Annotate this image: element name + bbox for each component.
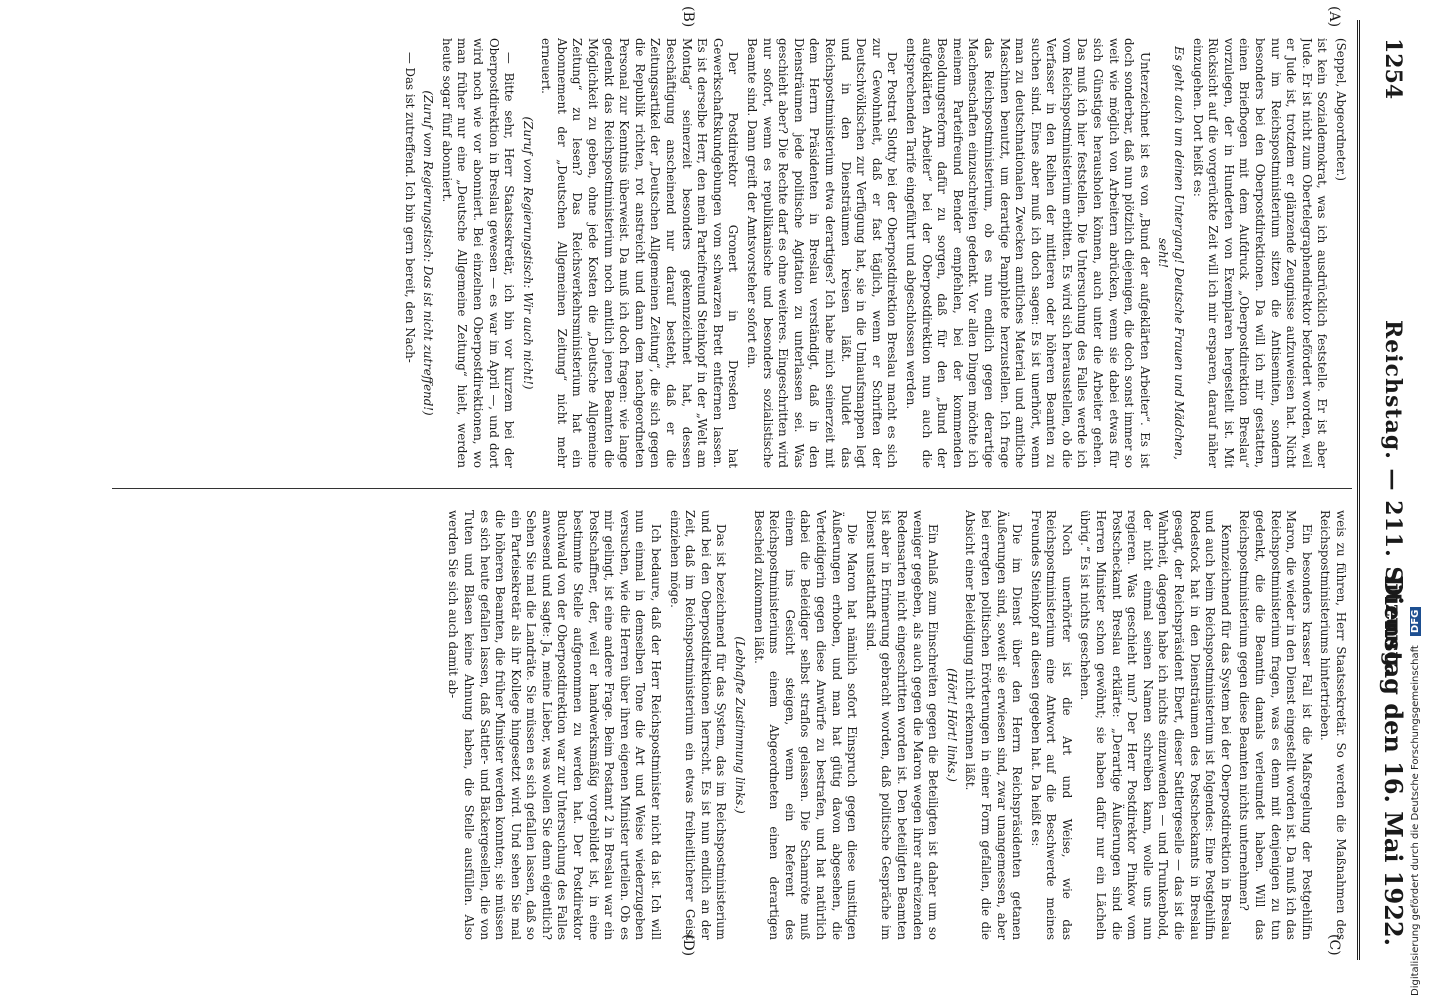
page-header <box>1357 20 1416 960</box>
speaker-line: (Seppel, Abgeordneter.) <box>1334 38 1348 181</box>
credit-text: Digitalisierung gefördert durch die Deutsche Forschungsgemeinschaft <box>1410 645 1421 996</box>
quote-paragraph: Ein Anlaß zum Einschreiten gegen die Beteiligten ist daher um so weniger gegeben, als auch gegen die Maron wegen ihrer aufreizenden Redensarten nicht eingeschritten worden ist. Den beteiligten Beamten ist aber in Erinnerung gebracht worden, daß politische Gespräche im Dienst unstatthaft sind. <box>863 510 941 940</box>
left-text-column <box>118 38 1348 468</box>
paragraph: Noch unerhörter ist die Art und Weise, wie das Reichspostministerium eine Antwort auf die Beschwerde meines Freundes Steinkopf an diesen gegeben hat. Da heißt es: <box>1028 510 1074 940</box>
paragraph: Ich bedaure, daß der Herr Reichspostminister nicht da ist. Ich will nun einmal in demselben Tone die Art und Weise wiederzugeben versuchen, wie die Herren über ihren eigenen Minister urteilen. Ob es mir gelingt, ist eine andere Frage. Beim Postamt 2 in Breslau war ein Postschaffner, der, weil er handwerksmäßig vorgebildet ist, in eine bestimmte Stelle aufgenommen zu werden hat. Der Postdirektor Buchwald von der Oberpostdirektion war zur Untersuchung des Falles anwesend und sagte: Ja, meine Lieber, was wollen Sie denn eigentlich? Sehen Sie mal die Landräte. Sie müssen es sich gefallen lassen, daß so ein Parteisekretär als ihr Kollege hingesetzt wird. Und sehen Sie mal die höheren Beamten, die früher Minister werden konnten; sie müssen es sich heute gefallen lassen, daß Sattler- und Bäckergesellen, die von Tuten und Blasen keine Ahnung haben, die Stelle ausfüllen. Also werden Sie sich auch damit ab- <box>446 510 664 940</box>
interjection: (Zuruf vom Regierungstisch: Das ist nicht zutreffend!) <box>421 90 436 416</box>
page-number: 1254 <box>1380 38 1406 100</box>
right-text-column <box>118 510 1348 940</box>
paragraph: Das ist bezeichnend für das System, das im Reichspostministerium und bei den Oberpostdirektionen herrscht. Es ist nun endlich an der Zeit, daß im Reichspostministerium ein etwas freiheitlicherer Geist einziehen möge. <box>667 510 729 940</box>
paragraph: — Bitte sehr, Herr Staatssekretär, ich bin vor kurzem bei der Oberpostdirektion in Breslau gewesen — es war im April —, und dort wird noch wie vor abonniert. Bei einzelnen Oberpostdirektionen, wo man früher nur eine „Deutsche Allgemeine Zeitung“ hielt, werden heute sogar fünf abonniert. <box>439 38 517 468</box>
interjection: (Lebhafte Zustimmung links.) <box>733 636 748 814</box>
paragraph: Kennzeichnend für das System bei der Oberpostdirektion in Breslau und auch beim Reichspostministerium ist folgendes: Eine Postgehilfin Rodestock hat in den Diensträumen des Postscheckamts in Breslau gesagt, der Reichspräsident Ebert, dieser Sattlergeselle — das ist die Wahrheit, dagegen habe ich nichts einzuwenden — und Trunkenbold, der nicht einmal seinen Namen schreiben kann, wolle uns nun regieren. Was geschieht nun? Der Herr Postdirektor Pinkow vom Postscheckamt Breslau erklärte: „Derartige Äußerungen sind die Herren Minister schon gewöhnt; sie haben dafür nur ein Lächeln übrig.“ Es ist nichts geschehen. <box>1078 510 1233 940</box>
paragraph: Ein besonders krasser Fall ist die Maßregelung der Postgehilfin Maron, die wieder in den Dienst eingestellt worden ist. Da muß ich das Reichspostministerium fragen, was es denn mit denjenigen zu tun gedenkt, die die Beamtin damals verleumdet haben. Will das Reichspostministerium gegen diese Beamten nichts unternehmen? <box>1237 510 1314 940</box>
margin-mark-b: (B) <box>680 6 696 28</box>
quote-paragraph: Es geht auch um deinen Untergang! Deutsche Frauen und Mädchen, seht! <box>1156 46 1187 460</box>
paragraph: Der Postrat Slotty bei der Oberpostdirektion Breslau macht es sich zur Gewohnheit, daß er fast täglich, wenn er Schriften der Deutschvölkischen zur Verfügung hat, sie in die Umlaufsmappen legt und in den Diensträumen kreisen läßt. Duldet das Reichspostministerium etwa derartiges? Ich habe mich seinerzeit mit dem Herrn Präsidenten in Breslau verständigt, daß in den Diensträumen jede politische Agitation zu unterlassen sei. Was geschieht aber? Die Rechte darf es ohne weiteres. Eingeschritten wird nur sofort, wenn es republikanische und besonders sozialistische Beamte sind. Dann greift der Amtsvorsteher sofort ein. <box>745 38 900 468</box>
column-divider <box>112 488 1352 489</box>
scanned-page <box>106 6 1416 960</box>
quote-paragraph: Die im Dienst über den Herrn Reichspräsidenten getanen Äußerungen sind, soweit sie erwiesen sind, zwar unangemessen, aber bei erregten politischen Erörterungen in einer Form gefallen, die die Absicht einer Beleidigung nicht erkennen läßt. <box>963 510 1025 940</box>
paragraph: Der Postdirektor Gronert in Dresden hat Gewerkschaftskundgebungen vom schwarzen Brett entfernen lassen. Es ist derselbe Herr, den mein Parteifreund Steinkopf in der „Welt am Montag“ seinerzeit besonders gekennzeichnet hat, dessen Beschäftigung anscheinend nur darauf besteht, daß er die Zeitungsartikel der „Deutschen Allgemeinen Zeitung“, die sich gegen die Republik richten, rot anstreicht und dann dem nachgeordneten Personal zur Kenntnis überweist. Da muß ich doch fragen: wie lange gedenkt das Reichspostministerium noch amtlich jenen Beamten die Möglichkeit zu geben, ohne jede Kosten die „Deutsche Allgemeine Zeitung“ zu lesen? Das Reichsverkehrsministerium hat ein Abonnement der „Deutschen Allgemeinen Zeitung“ nicht mehr erneuert. <box>539 38 741 468</box>
margin-mark-a: (A) <box>1326 6 1342 28</box>
paragraph: — Das ist zutreffend. Ich bin gern bereit, den Nach- <box>402 52 417 363</box>
session-date: Dienstag den 16. Mai 1922. <box>1379 575 1408 946</box>
margin-mark-d: (D) <box>680 934 696 957</box>
paragraph: ist kein Sozialdemokrat, was ich ausdrücklich feststelle. Er ist aber Jude. Er ist nicht zum Obertelegraphendirektor befördert worden, weil er Jude ist, trotzdem er glänzende Zeugnisse aufzuweisen hat. Nicht nur im Reichspostministerium sitzen die Antisemiten, sondern besonders bei den Oberpostdirektionen. Da will ich mir gestatten, einen Briefbogen mit dem Aufdruck „Oberpostdirektion Breslau“ vorzulegen, der in Hunderten von Exemplaren hergestellt ist. Mit Rücksicht auf die vorgerückte Zeit will ich mir ersparen, darauf näher einzugehen. Dort heißt es: <box>1190 38 1330 468</box>
digitization-credit <box>1410 6 1421 996</box>
margin-mark-c: (C) <box>1326 934 1342 956</box>
interjection: (Hört! Hört! links.) <box>944 668 959 782</box>
session-title: Reichstag. — 211. Sitzung. <box>1380 320 1406 677</box>
paragraph: Die Maron hat nämlich sofort Einspruch gegen diese unsittigen Äußerungen erhoben, und man hat gütig davon abgesehen, die Verteidigerin gegen diese Anwürfe zu bestrafen, und hat natürlich dabei die Beleidiger selbst straflos gelassen. Die Schamröte muß einem ins Gesicht steigen, wenn ein Referent des Reichspostministeriums einem Abgeordneten einen derartigen Bescheid zukommen läßt. <box>751 510 860 940</box>
paragraph: Unterzeichnet ist es von „Bund der aufgeklärten Arbeiter“. Es ist doch sonderbar, daß nun plötzlich diejenigen, die doch sonst immer so weit wie möglich von Arbeitern abrücken, wenn sie dabei etwas für sich Günstiges herausholen können, auch unter die Arbeiter gehen. Das muß ich hier feststellen. Die Untersuchung des Falles werde ich vom Reichspostministerium erbitten. Es wird sich herausstellen, ob die Verfasser in den Reihen der mittleren oder höheren Beamten zu suchen sind. Eines aber muß ich doch sagen: Es ist unerhört, wenn man zu deutschnationalen Zwecken amtliches Material und amtliche Maschinen benutzt, um derartige Pamphlete herzustellen. Ich frage das Reichspostministerium, ob es nun endlich gegen derartige Machenschaften einzuschreiten gedenkt. Vor allen Dingen möchte ich meinem Parteifreund Bender empfehlen, bei der kommenden Besoldungsreform dafür zu sorgen, daß für den „Bund der aufgeklärten Arbeiter“ bei der Oberpostdirektion nun auch die entsprechenden Tarife eingeführt und abgeschlossen werden. <box>903 38 1152 468</box>
dfg-logo: DFG <box>1410 607 1421 636</box>
paragraph: weis zu führen, Herr Staatssekretär. So werden die Maßnahmen des Reichspostministeriums hintertrieben. <box>1318 510 1348 940</box>
interjection: (Zuruf vom Regierungstisch: Wir auch nicht!) <box>520 116 535 390</box>
